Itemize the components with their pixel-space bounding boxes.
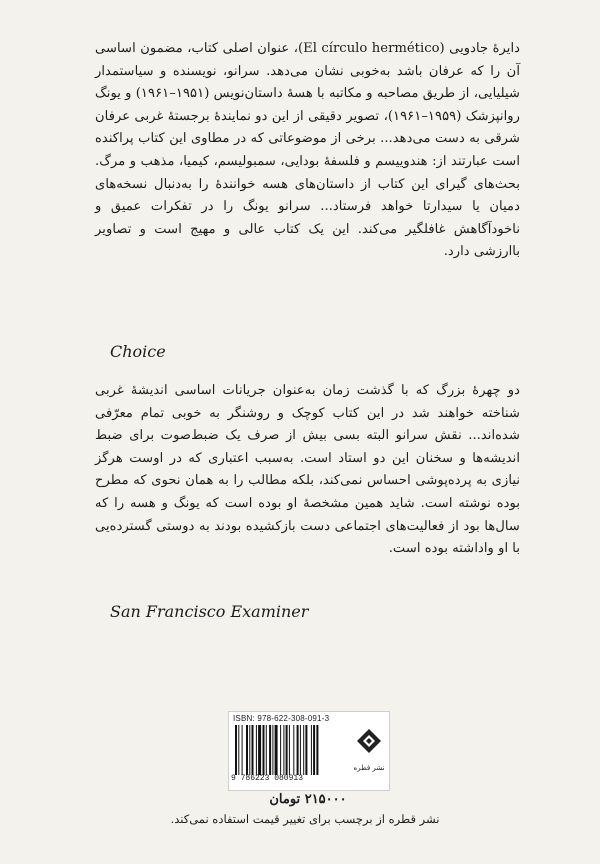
- publisher-logo-icon: [353, 726, 385, 782]
- isbn-number: ISBN: 978-622-308-091-3: [233, 714, 330, 723]
- review-paragraph-1: دایرهٔ جادویی (El círculo hermético)، عنوان اصلی کتاب، مضمون اساسی آن را که عرفان باشد به‌خوبی نشان می‌دهد. سرانو، نویسنده و سیاستمدار شیلیایی، از طریق مصاحبه و مکاتبه با هسهٔ داستان‌نویس (۱۹۵۱–۱۹۶۱) و یونگ روانپزشک (۱۹۵۹–۱۹۶۱)، تصویر دقیقی از این دو نمایندهٔ برجستهٔ غربی عرفان شرقی به دست می‌دهد... برخی از موضوعاتی که در مطاوی این کتاب پراکنده است عبارتند از: هندوییسم و فلسفهٔ بودایی، سمبولیسم، کیمیا، مذهب و مرگ. بحث‌های گیرای این کتاب از داستان‌های هسه خوانندهٔ را به‌دنبال نسخه‌های دمیان یا سیدارتا خواهد فرستاد... سرانو یونگ را در تفکرات عمیق و ناخودآگاهش غافلگیر می‌کند. این یک کتاب عالی و مهیج است و تصاویر باارزشی دارد.: [95, 41, 520, 260]
- review-source-2: San Francisco Examiner: [110, 602, 309, 621]
- barcode-icon: [235, 725, 347, 775]
- review-paragraph-2: دو چهرهٔ بزرگ که با گذشت زمان به‌عنوان جریانات اساسی اندیشهٔ غربی شناخته خواهند شد در این کتاب کوچک و روشنگر به خوبی تمام معرّفی شده‌اند... نقش سرانو البته بسی بیش از صرف یک ضبط‌صوت برای ضبط اندیشه‌ها و سخنان این دو استاد است. به‌سبب اعتباری که در اوست هرگز نیازی به پرده‌پوشی احساس نمی‌کند، بلکه مطالب را به همان نحوی که مطرح بوده نوشته است. شاید همین مشخصهٔ او بوده است که یونگ و هسه را که سال‌ها بود از فعالیت‌های اجتماعی دست بازکشیده بودند به دوستی گسترده‌یی با او واداشته بوده است.: [95, 383, 520, 557]
- barcode-label: [228, 711, 390, 791]
- publisher-logo-text: نشر قطره: [353, 764, 385, 772]
- barcode-digits: 9 786223 080913: [231, 774, 304, 783]
- price-label: ۲۱۵۰۰۰ تومان: [269, 792, 347, 807]
- price-sticker-notice: نشر قطره از برچسب برای تغییر قیمت استفاده نمی‌کند.: [170, 812, 440, 826]
- review-source-1: Choice: [110, 342, 166, 361]
